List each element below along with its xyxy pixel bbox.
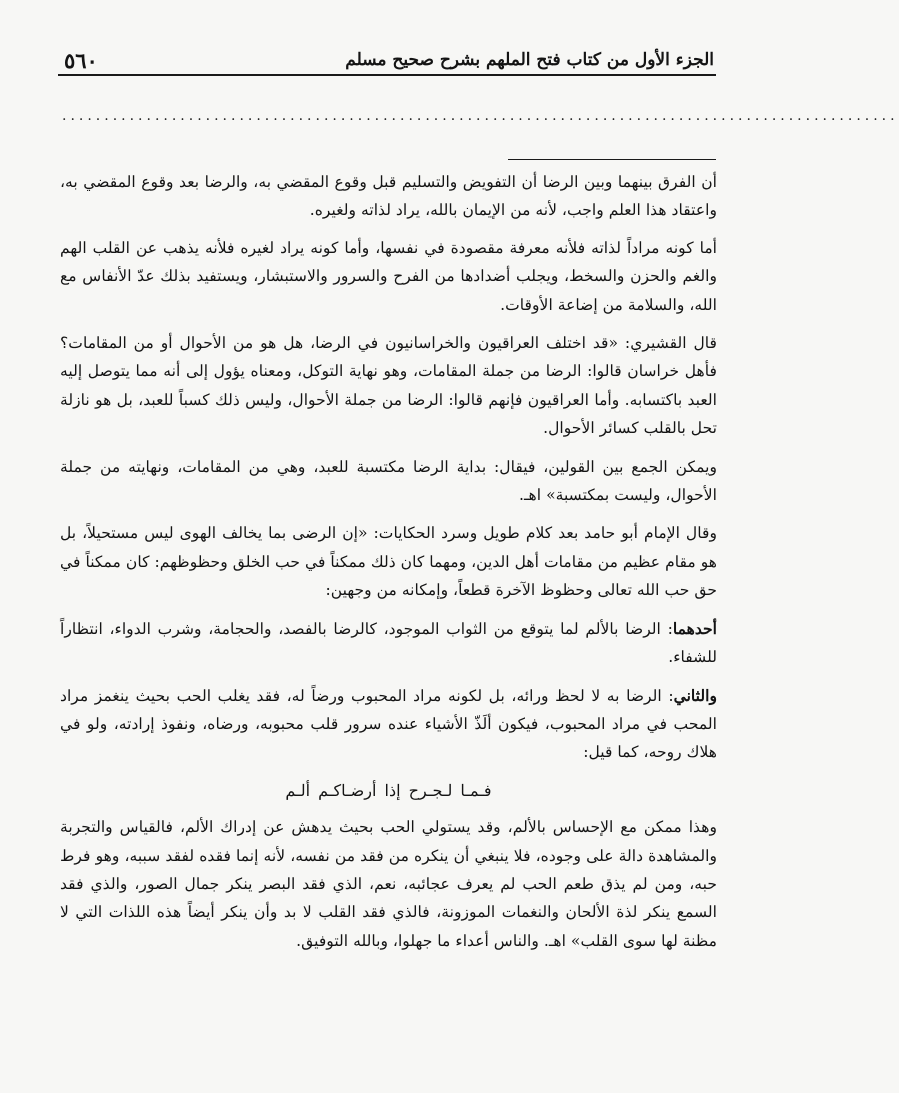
main-text: [60, 168, 717, 965]
lead-word: أحدهما: [672, 618, 717, 638]
lead-word: والثاني: [673, 685, 717, 705]
paragraph-first-aspect: أحدهما: الرضا بالألم لما يتوقع من الثواب الموجود، كالرضا بالفصد، والحجامة، وشرب الدواء، انتظاراً للشفاء.: [60, 618, 717, 667]
footnote-rule: [508, 159, 716, 160]
paragraph: أن الفرق بينهما وبين الرضا أن التفويض والتسليم قبل وقوع المقضي به، والرضا بعد وقوع المقضي به، واعتقاد هذا العلم واجب، لأنه من الإيمان بالله، يراد لذاته ولغيره.: [60, 173, 717, 220]
page-header: [58, 40, 716, 76]
paragraph-closing: وهذا ممكن مع الإحساس بالألم، وقد يستولي الحب بحيث يدهش عن إدراك الألم، فالقياس والتجربة والمشاهدة دالة على وجوده، فلا ينبغي أن ينكره من فقد من نفسه، لأنه إنما فقده لفقد سببه، وهو فرط حبه، ومن لم يذق طعم الحب لم يعرف عجائبه، نعم، الذي فقد البصر ينكر جمال الصور، والذي فقد السمع ينكر لذة الألحان والنغمات الموزونة، فالذي فقد القلب لا بد وأن ينكر أيضاً هذه اللذات التي لا مظنة لها سوى القلب» اهـ. والناس أعداء ما جهلوا، وبالله التوفيق.: [60, 818, 717, 950]
page-number: ٥٦٠: [64, 48, 98, 73]
running-title: الجزء الأول من كتاب فتح الملهم بشرح صحيح مسلم: [345, 50, 714, 70]
paragraph: قال القشيري: «قد اختلف العراقيون والخراسانيون في الرضا، هل هو من الأحوال أو من المقامات؟ فأهل خراسان قالوا: الرضا من جملة المقامات، وهو نهاية التوكل، ومعناه يؤول إلى أنه مما يتوصل إليه العبد باكتسابه. وأما العراقيون فإنهم قالوا: الرضا من جملة الأحوال، وليس ذلك كسباً للعبد، بل هو نازلة تحل بالقلب كسائر الأحوال.: [60, 334, 717, 438]
paragraph: أما كونه مراداً لذاته فلأنه معرفة مقصودة في نفسها، وأما كونه يراد لغيره فلأنه يذهب عن القلب الهم والغم والحزن والسخط، ويجلب أضدادها من الفرح والسرور والاستبشار، ويستفيد بذلك عدّ الأنفاس مع الله، والسلامة من إضاعة الأوقات.: [60, 238, 717, 314]
paragraph: ويمكن الجمع بين القولين، فيقال: بداية الرضا مكتسبة للعبد، وهي من المقامات، ونهايته من جملة الأحوال، وليست بمكتسبة» اهـ.: [60, 457, 717, 505]
dotted-separator: ...................................................................................................: [62, 108, 899, 124]
paragraph-second-aspect: والثاني: الرضا به لا لحظ ورائه، بل لكونه مراد المحبوب ورضاً له، فقد يغلب الحب بحيث ينغمز مراد المحب في مراد المحبوب، فيكون ألَذّ الأشياء عنده سرور قلب محبوبه، ورضاه، ونفوذ إرادته، ولو في هلاك روحه، كما قيل:: [60, 685, 717, 762]
poetry-verse: فـمـا لـجـرح إذا أرضـاكـم ألـم: [285, 780, 492, 800]
paragraph: وقال الإمام أبو حامد بعد كلام طويل وسرد الحكايات: «إن الرضى بما يخالف الهوى ليس مستحيلاً، بل هو مقام عظيم من مقامات أهل الدين، ومهما كان ذلك ممكناً في حب الخلق وحظوظهم: كان ممكناً في حق حب الله تعالى وحظوظ الآخرة قطعاً، وإمكانه من وجهين:: [60, 524, 717, 600]
